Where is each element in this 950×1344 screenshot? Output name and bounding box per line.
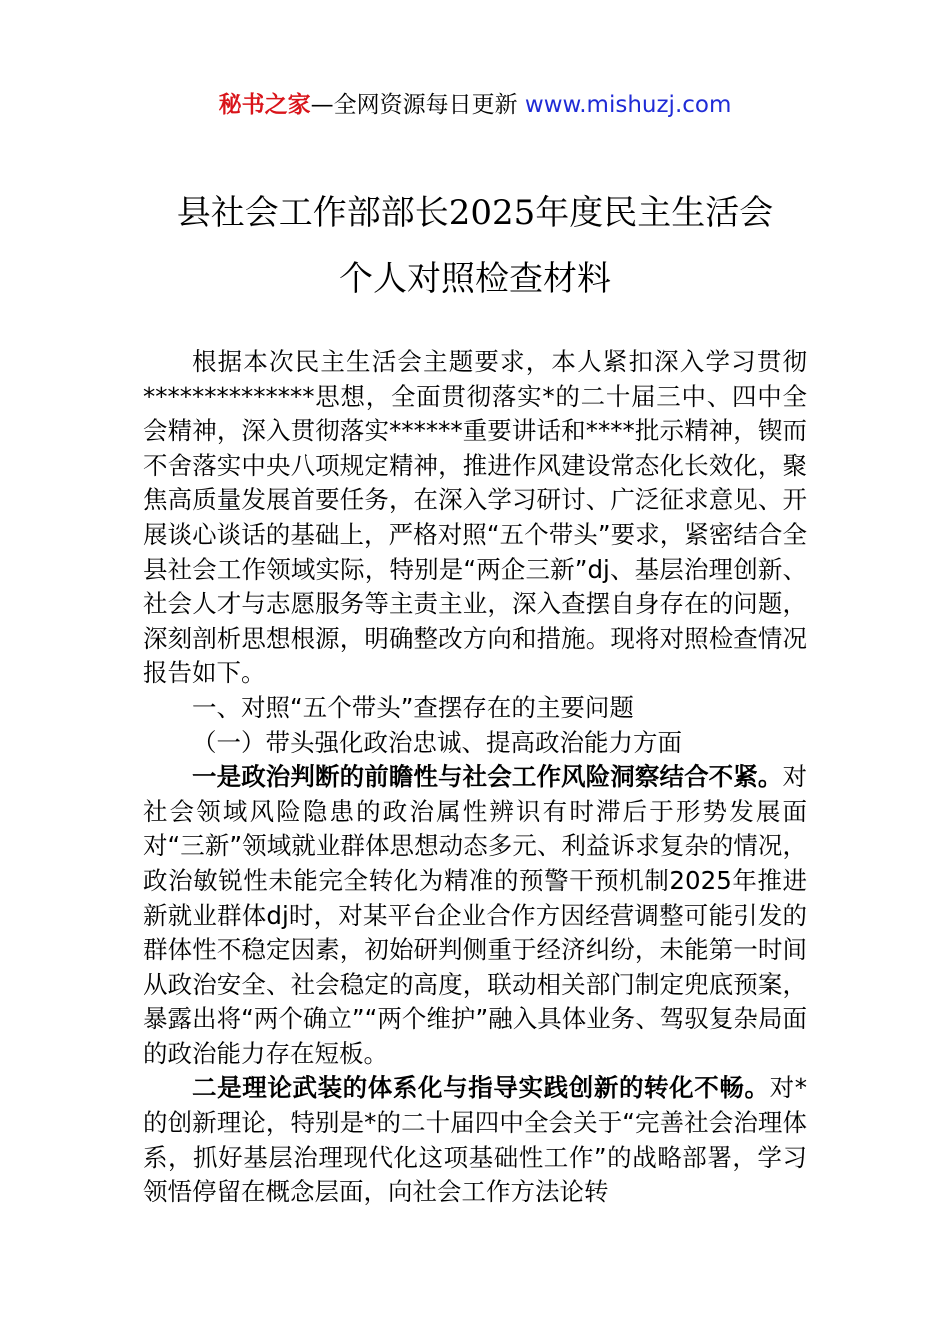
document-title-line-1: 县社会工作部部长2025年度民主生活会 <box>176 193 774 233</box>
subsection-1-heading: （一）带头强化政治忠诚、提高政治能力方面 <box>192 727 682 757</box>
point-1-lead: 一是政治判断的前瞻性与社会工作风险洞察结合不紧。 <box>192 762 783 792</box>
section-1-heading: 一、对照“五个带头”查摆存在的主要问题 <box>192 692 634 722</box>
site-slogan: —全网资源每日更新 <box>310 92 525 118</box>
site-brand: 秘书之家 <box>218 92 311 118</box>
point-2-lead: 二是理论武装的体系化与指导实践创新的转化不畅。 <box>192 1073 770 1103</box>
point-1-text: 对社会领域风险隐患的政治属性辨识有时滞后于形势发展面对“三新”领域就业群体思想动态多元、利益诉求复杂的情况，政治敏锐性未能完全转化为精准的预警干预机制2025年推进新就业群体dj时，对某平台企业合作方因经营调整可能引发的群体性不稳定因素，初始研判侧重于经济纠纷，未能第一时间从政治安全、社会稳定的高度，联动相关部门制定兜底预案，暴露出将“两个确立”“两个维护”融入具体业务、驾驭复杂局面的政治能力存在短板。 <box>143 762 807 1068</box>
site-url-link[interactable]: www.mishuzj.com <box>524 92 732 118</box>
document-title-line-2: 个人对照检查材料 <box>339 259 611 299</box>
point-2-paragraph <box>143 1071 807 1209</box>
document-body <box>143 345 807 1210</box>
point-2-text: 对*的创新理论，特别是*的二十届四中全会关于“完善社会治理体系，抓好基层治理现代化这项基础性工作”的战略部署，学习领悟停留在概念层面，向社会工作方法论转 <box>143 1073 808 1207</box>
site-header <box>0 86 950 124</box>
point-1-paragraph <box>143 760 807 1071</box>
intro-paragraph: 根据本次民主生活会主题要求，本人紧扣深入学习贯彻**************思想，全面贯彻落实*的二十届三中、四中全会精神，深入贯彻落实******重要讲话和****批示精神，锲而不舍落实中央八项规定精神，推进作风建设常态化长效化，聚焦高质量发展首要任务，在深入学习研讨、广泛征求意见、开展谈心谈话的基础上，严格对照“五个带头”要求，紧密结合全县社会工作领域实际，特别是“两企三新”dj、基层治理创新、社会人才与志愿服务等主责主业，深入查摆自身存在的问题，深刻剖析思想根源，明确整改方向和措施。现将对照检查情况报告如下。 <box>143 347 807 688</box>
